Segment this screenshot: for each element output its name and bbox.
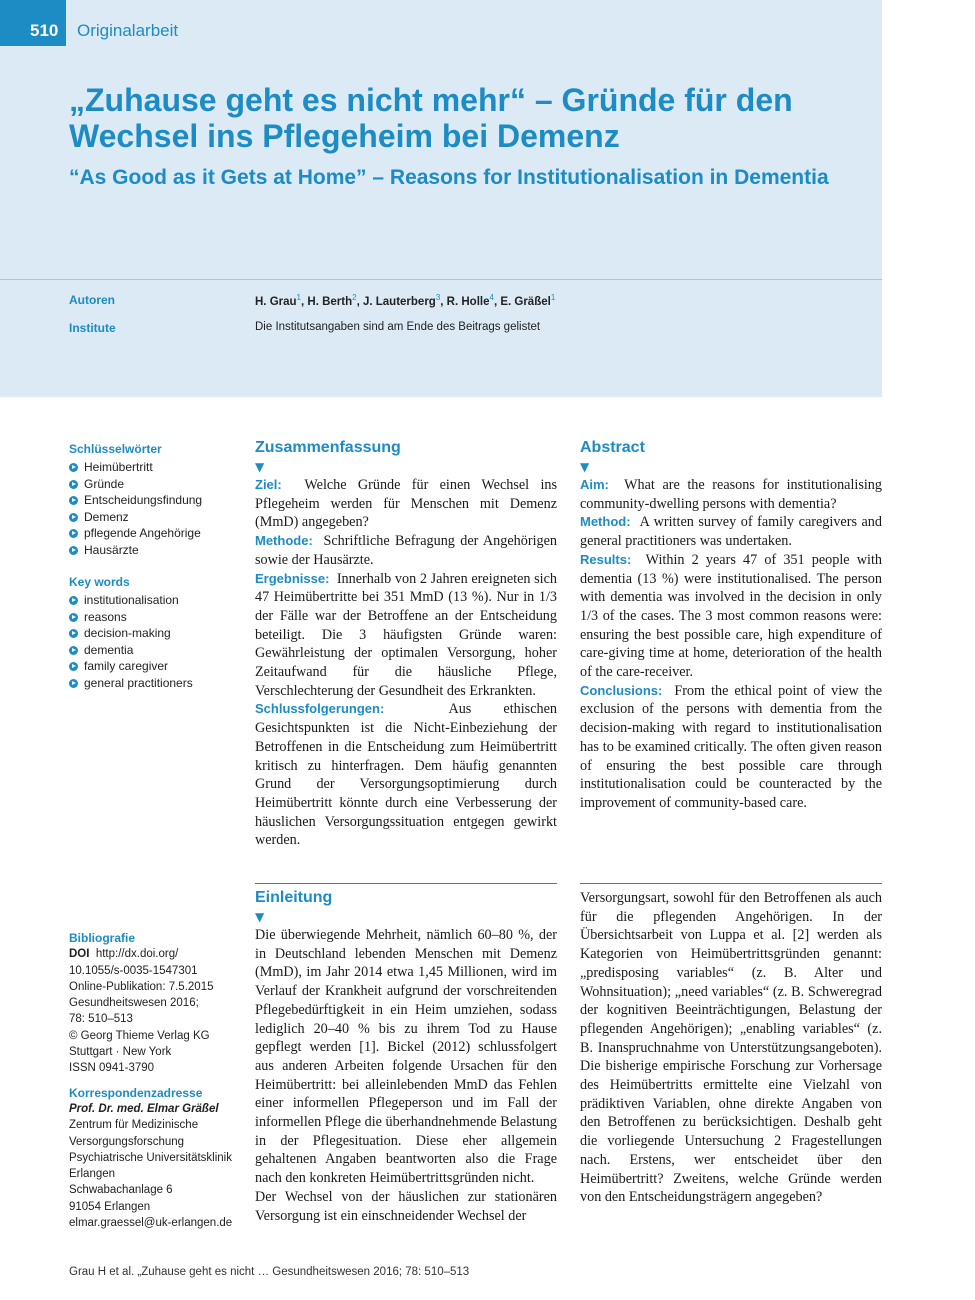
keywords-german-title: Schlüsselwörter bbox=[69, 442, 162, 456]
biblio-line: © Georg Thieme Verlag KG bbox=[69, 1029, 210, 1042]
biblio-line: Online-Publikation: 7.5.2015 bbox=[69, 980, 214, 993]
bullet-arrow-icon bbox=[69, 662, 78, 671]
header-band bbox=[0, 0, 882, 397]
korrespondenz-title: Korrespondenzadresse bbox=[69, 1085, 203, 1100]
page-number: 510 bbox=[0, 0, 66, 46]
bullet-arrow-icon bbox=[69, 679, 78, 688]
address-line: Psychiatrische Universitätsklinik bbox=[69, 1151, 232, 1164]
einleitung-paragraph: Der Wechsel von der häuslichen zur stationären Versorgung ist ein einschneidender Wechsel der bbox=[255, 1188, 557, 1224]
zusammenfassung-title: Zusammenfassung bbox=[255, 439, 401, 456]
bullet-arrow-icon bbox=[69, 496, 78, 505]
address-line: Erlangen bbox=[69, 1168, 116, 1181]
email-link[interactable]: elmar.graessel@uk-erlangen.de bbox=[69, 1217, 233, 1230]
title-english: “As Good as it Gets at Home” – Reasons for Institutionalisation in Dementia bbox=[69, 166, 829, 189]
abstract-body: Aim: What are the reasons for institutionalising community-dwelling persons with dementia? Method: A written survey of family caregivers and general practitioners was undertaken. Results: Within 2 years 47 of 351 people with dementia (13 %) were institutionalised. The person with dementia was involved in the decision in only 1/3 of the cases. The 3 most common reasons were: ensuring the best possible care, high expenditure of care-giving time at home, deterioration of the health of the care-receiver. Conclusions: From the ethical point of view the exclusion of the persons with dementia from the decision-making with regard to institutionalisation has to be examined critically. The often given reason of ensuring the best possible care through institutionalisation could be counteracted by the improvement of community-based care. bbox=[580, 477, 882, 811]
section-label: Originalarbeit bbox=[77, 21, 179, 40]
einleitung-section bbox=[255, 888, 557, 1225]
keyword-item: pflegende Angehörige bbox=[69, 525, 244, 542]
keyword-item: Demenz bbox=[69, 509, 244, 526]
einleitung-continued bbox=[580, 889, 882, 1207]
korrespondenz-name: Prof. Dr. med. Elmar Gräßel bbox=[69, 1102, 219, 1115]
author-separator: , bbox=[440, 295, 447, 308]
authors-label: Autoren bbox=[69, 293, 115, 307]
author-separator: , bbox=[356, 295, 363, 308]
address-line: Schwabachanlage 6 bbox=[69, 1184, 173, 1197]
keywords-english bbox=[69, 575, 244, 691]
section-rule bbox=[580, 883, 882, 884]
keyword-item: dementia bbox=[69, 642, 244, 659]
author-affiliation: 1 bbox=[296, 293, 301, 302]
author-affiliation: 1 bbox=[550, 293, 556, 302]
keyword-item: Gründe bbox=[69, 476, 244, 493]
author-affiliation: 4 bbox=[489, 293, 494, 302]
keyword-item: Heimübertritt bbox=[69, 459, 244, 476]
bullet-arrow-icon bbox=[69, 480, 78, 489]
biblio-line: Stuttgart · New York bbox=[69, 1046, 172, 1059]
bullet-arrow-icon bbox=[69, 463, 78, 472]
zusammenfassung-section bbox=[255, 438, 557, 850]
author-affiliation: 2 bbox=[352, 293, 357, 302]
abstract-title: Abstract bbox=[580, 439, 645, 456]
keyword-item: decision-making bbox=[69, 625, 244, 642]
bullet-arrow-icon bbox=[69, 596, 78, 605]
down-arrow-icon: ▼ bbox=[580, 460, 590, 474]
keyword-item: institutionalisation bbox=[69, 592, 244, 609]
footer-citation: Grau H et al. „Zuhause geht es nicht … Gesundheitswesen 2016; 78: 510–513 bbox=[69, 1266, 470, 1278]
down-arrow-icon: ▼ bbox=[255, 460, 265, 474]
address-line: Zentrum für Medizinische bbox=[69, 1119, 199, 1132]
author-affiliation: 3 bbox=[435, 293, 441, 302]
doi-line[interactable]: 10.1055/s-0035-1547301 bbox=[69, 964, 198, 977]
zusammenfassung-body: Ziel: Welche Gründe für einen Wechsel ins Pflegeheim werden für Menschen mit Demenz (MmD) angegeben? Methode: Schriftliche Befragung der Angehörigen sowie der Hausärzte. Ergebnisse: Innerhalb von 2 Jahren ereigneten sich 47 Heimübertritte bei 351 MmD (13 %). Nur in 1/3 der Fälle war der Betroffene an der Entscheidung beteiligt. Die 3 häufigsten Gründe waren: Gewährleistung der optimalen Versorgung, hoher Zeitaufwand für die häusliche Pflege, Verschlechterung der Gesundheit des Erkrankten. Schlussfolgerungen: Aus ethischen Gesichtspunkten ist die Nicht-Einbeziehung der Betroffenen in die Entscheidung zum Heimübertritt kritisch zu hinterfragen. Dem häufig genannten Grund der Versorgungsoptimierung durch Heimübertritt könnte durch eine Verbesserung der häuslichen Versorgungssituation entgegen gewirkt werden. bbox=[255, 477, 558, 849]
keywords-english-title: Key words bbox=[69, 575, 130, 589]
keywords-german bbox=[69, 442, 244, 558]
einleitung-paragraph: Die überwiegende Mehrheit, nämlich 60–80 %, der in Deutschland lebenden Menschen mit Demenz (MmD), im Jahr 2014 etwa 1,45 Millionen, wird im Verlauf der Krankheit aufgrund der vorschreitenden Pflegebedürftigkeit in ein Heim umziehen, sodass lediglich 20–40 % bis zu ihrem Tod zu Hause gepflegt werden [1]. Bickel (2012) schlussfolgert aus anderen Arbeiten folgende Ursachen für den Heimübertritt: bei alleinlebenden MmD das Fehlen einer informellen Pflegeperson und im Fall der informellen Pflege die überhandnehmende Belastung in der Pflegesituation. Diese eher allgemein gehaltenen Angaben beantworten also die Frage nach den konkreten Heimübertrittsgründen nicht. bbox=[255, 927, 557, 1187]
section-rule bbox=[255, 883, 557, 884]
bullet-arrow-icon bbox=[69, 513, 78, 522]
keyword-item: general practitioners bbox=[69, 675, 244, 692]
author-name: E. Gräßel bbox=[500, 295, 551, 308]
bullet-arrow-icon bbox=[69, 629, 78, 638]
author-separator: , bbox=[493, 295, 501, 308]
author-name: H. Berth bbox=[307, 295, 353, 308]
address-line: Versorgungsforschung bbox=[69, 1135, 185, 1148]
keyword-item: Hausärzte bbox=[69, 542, 244, 559]
down-arrow-icon: ▼ bbox=[255, 910, 265, 924]
author-name: H. Grau bbox=[255, 295, 297, 308]
doi-line: DOI http://dx.doi.org/ bbox=[69, 948, 179, 961]
abstract-section bbox=[580, 438, 882, 813]
doi-link[interactable]: http://dx.doi.org/ bbox=[95, 948, 179, 961]
einleitung-paragraph: Versorgungsart, sowohl für den Betroffenen als auch für die pflegenden Angehörigen. In der Übersichtsarbeit von Luppa et al. [2] werden als Kategorien von Heimübertrittsgründen genannt: „predisposing variables“ (z. B. Alter und Wohnsituation); „need variables“ (z. B. Schweregrad der kognitiven Beeinträchtigungen, Belastung der pflegenden Angehörigen); „enabling variables“ (z. B. Inanspruchnahme von Unterstützungsangeboten). Die bisherige empirische Forschung zur Vorhersage des Heimübertritts ermittelte eine Vielzahl von prädiktiven Variablen, ohne direkte Angaben von den Betroffenen zu berücksichtigen. Deshalb geht die vorliegende Untersuchung 2 Fragestellungen nach. Erstens, wer entscheidet über den Heimübertritt? Zweitens, welche Gründe werden von den Entscheidungsträgern angegeben? bbox=[580, 890, 882, 1206]
bullet-arrow-icon bbox=[69, 529, 78, 538]
institutes-text: Die Institutsangaben sind am Ende des Beitrags gelistet bbox=[255, 321, 541, 333]
header-divider bbox=[0, 279, 882, 280]
institutes-label: Institute bbox=[69, 321, 116, 335]
authors-list bbox=[255, 293, 555, 308]
author-separator: , bbox=[301, 295, 308, 308]
bullet-arrow-icon bbox=[69, 546, 78, 555]
biblio-line: 78: 510–513 bbox=[69, 1013, 133, 1026]
bullet-arrow-icon bbox=[69, 613, 78, 622]
keyword-item: Entscheidungsfindung bbox=[69, 492, 244, 509]
bibliografie-title: Bibliografie bbox=[69, 931, 136, 945]
biblio-line: Gesundheitswesen 2016; bbox=[69, 997, 199, 1010]
keyword-item: family caregiver bbox=[69, 658, 244, 675]
title-german: „Zuhause geht es nicht mehr“ – Gründe für den Wechsel ins Pflegeheim bei Demenz bbox=[69, 82, 793, 154]
author-name: J. Lauterberg bbox=[362, 295, 436, 308]
keyword-item: reasons bbox=[69, 609, 244, 626]
biblio-line: ISSN 0941-3790 bbox=[69, 1062, 155, 1075]
bibliografie-block bbox=[69, 930, 249, 1231]
address-line: 91054 Erlangen bbox=[69, 1200, 151, 1213]
author-name: R. Holle bbox=[446, 295, 490, 308]
einleitung-title: Einleitung bbox=[255, 889, 333, 906]
bullet-arrow-icon bbox=[69, 646, 78, 655]
